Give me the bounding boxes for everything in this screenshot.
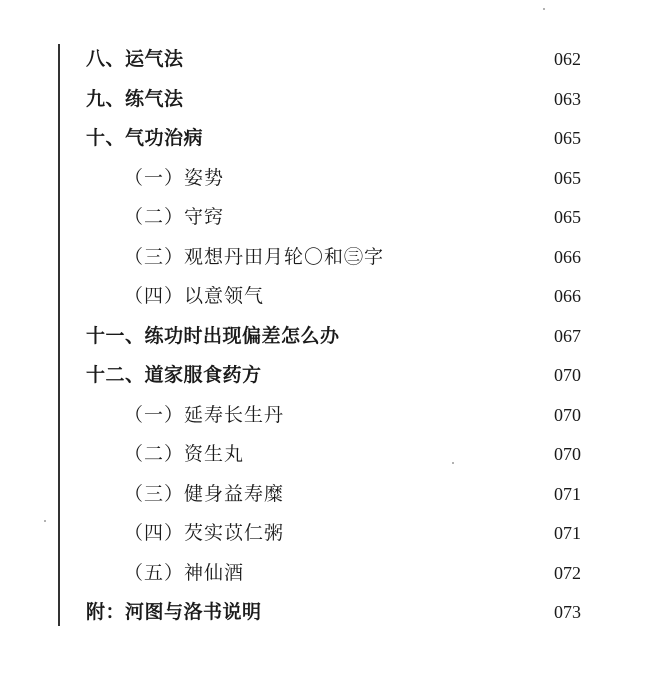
toc-entry-title: 十、气功治病 xyxy=(86,127,204,149)
toc-entry-page: 062 xyxy=(554,49,581,69)
toc-entry-title: 附：河图与洛书说明 xyxy=(86,601,262,623)
toc-entry-page: 065 xyxy=(554,128,581,148)
toc-entry[interactable] xyxy=(0,163,647,193)
toc-entry[interactable] xyxy=(0,242,647,272)
toc-entry-page: 070 xyxy=(554,444,581,464)
toc-entry-page: 065 xyxy=(554,207,581,227)
toc-entry-title: 十一、练功时出现偏差怎么办 xyxy=(86,325,340,347)
toc-entry-title: （一）姿势 xyxy=(124,167,225,189)
toc-entry[interactable] xyxy=(0,400,647,430)
toc-entry-page: 071 xyxy=(554,484,581,504)
scan-speck xyxy=(543,8,545,10)
toc-entry[interactable] xyxy=(0,558,647,588)
toc-entry-title: （四）以意领气 xyxy=(124,285,265,307)
toc-entry-page: 066 xyxy=(554,286,581,306)
toc-entry[interactable] xyxy=(0,518,647,548)
toc-entry[interactable] xyxy=(0,360,647,390)
toc-entry[interactable] xyxy=(0,479,647,509)
toc-entry[interactable] xyxy=(0,321,647,351)
toc-entry[interactable] xyxy=(0,597,647,627)
toc-entry-title: 十二、道家服食药方 xyxy=(86,364,262,386)
toc-entry-title: （二）资生丸 xyxy=(124,443,245,465)
toc-entry[interactable] xyxy=(0,84,647,114)
toc-entry-title: （三）健身益寿糜 xyxy=(124,483,285,505)
toc-entry-title: （二）守窍 xyxy=(124,206,225,228)
toc-entry[interactable] xyxy=(0,439,647,469)
toc-entry-page: 065 xyxy=(554,168,581,188)
toc-entry[interactable] xyxy=(0,123,647,153)
toc-entry-page: 072 xyxy=(554,563,581,583)
toc-entry[interactable] xyxy=(0,202,647,232)
toc-entry-page: 063 xyxy=(554,89,581,109)
toc-entry-title: （五）神仙酒 xyxy=(124,562,245,584)
toc-entry-page: 071 xyxy=(554,523,581,543)
toc-entry-page: 066 xyxy=(554,247,581,267)
toc-entry[interactable] xyxy=(0,44,647,74)
toc-entry-page: 067 xyxy=(554,326,581,346)
toc-entry[interactable] xyxy=(0,281,647,311)
toc-entry-title: （四）芡实苡仁粥 xyxy=(124,522,285,544)
toc-entry-title: （三）观想丹田月轮〇和㊂字 xyxy=(124,246,385,268)
toc-entry-page: 070 xyxy=(554,405,581,425)
toc-entry-page: 073 xyxy=(554,602,581,622)
toc-entry-title: （一）延寿长生丹 xyxy=(124,404,285,426)
toc-entry-title: 九、练气法 xyxy=(86,88,184,110)
toc-entry-title: 八、运气法 xyxy=(86,48,184,70)
toc-entry-page: 070 xyxy=(554,365,581,385)
